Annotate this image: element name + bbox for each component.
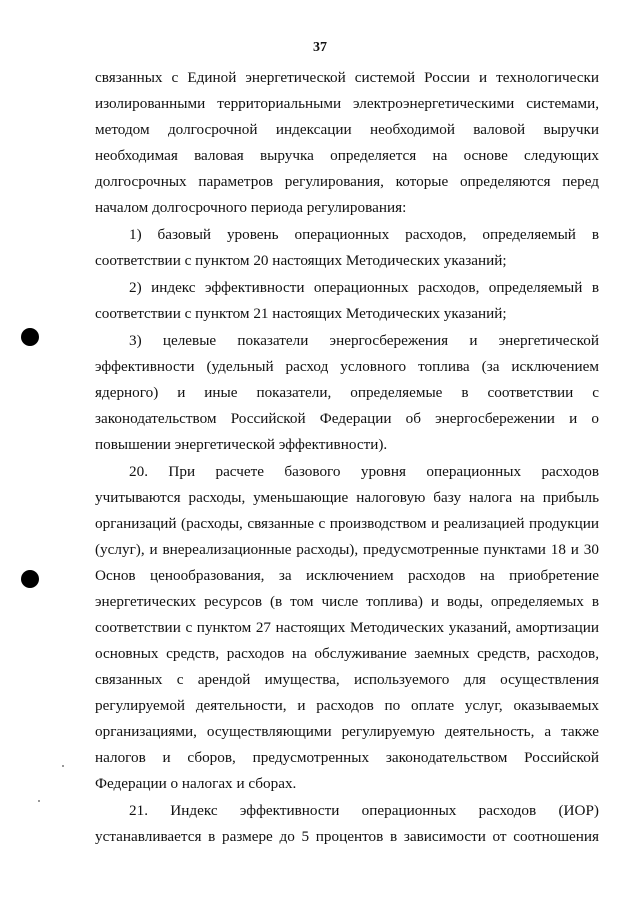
text-line: налогов и сборов, предусмотренных законодательством Российской — [95, 749, 599, 766]
list-item-1: 1) базовый уровень операционных расходов, определяемый в — [129, 226, 599, 243]
text-line: организациями, осуществляющими регулируемую деятельность, а также — [95, 723, 599, 740]
text-line: соответствии с пунктом 21 настоящих Методических указаний; — [95, 305, 507, 322]
text-line: связанных с арендой имущества, используемого для осуществления — [95, 671, 599, 688]
text-line: энергетических ресурсов (в том числе топлива) и воды, определяемых в — [95, 593, 599, 610]
text-line: Федерации о налогах и сборах. — [95, 775, 297, 792]
text-line: долгосрочных параметров регулирования, которые определяются перед — [95, 173, 599, 190]
text-line: соответствии с пунктом 20 настоящих Методических указаний; — [95, 252, 507, 269]
text-line: регулируемой деятельности, и расходов по оплате услуг, оказываемых — [95, 697, 599, 714]
text-line: методом долгосрочной индексации необходимой валовой выручки — [95, 121, 599, 138]
text-line: необходимая валовая выручка определяется на основе следующих — [95, 147, 599, 164]
scan-speck — [38, 800, 40, 802]
text-line: устанавливается в размере до 5 процентов в зависимости от соотношения — [95, 828, 599, 845]
punch-hole-mark — [21, 328, 39, 346]
text-line: изолированными территориальными электроэнергетическими системами, — [95, 95, 599, 112]
page-number: 37 — [313, 40, 327, 55]
paragraph-21: 21. Индекс эффективности операционных расходов (ИОР) — [129, 802, 599, 819]
text-line: ядерного) и иные показатели, определяемые в соответствии с — [95, 384, 599, 401]
text-line: учитываются расходы, уменьшающие налоговую базу налога на прибыль — [95, 489, 599, 506]
text-line: (услуг), и внереализационные расходы), предусмотренные пунктами 18 и 30 — [95, 541, 599, 558]
text-line: повышении энергетической эффективности). — [95, 436, 388, 453]
list-item-2: 2) индекс эффективности операционных расходов, определяемый в — [129, 279, 599, 296]
paragraph-20: 20. При расчете базового уровня операционных расходов — [129, 463, 599, 480]
text-line: началом долгосрочного периода регулирования: — [95, 199, 407, 216]
text-line: законодательством Российской Федерации об энергосбережении и о — [95, 410, 599, 427]
text-line: организаций (расходы, связанные с производством и реализацией продукции — [95, 515, 599, 532]
text-line: соответствии с пунктом 27 настоящих Методических указаний, амортизации — [95, 619, 599, 636]
punch-hole-mark — [21, 570, 39, 588]
text-line: основных средств, расходов на обслуживание заемных средств, расходов, — [95, 645, 599, 662]
text-line: связанных с Единой энергетической системой России и технологически — [95, 69, 599, 86]
list-item-3: 3) целевые показатели энергосбережения и энергетической — [129, 332, 599, 349]
text-line: эффективности (удельный расход условного топлива (за исключением — [95, 358, 599, 375]
scan-speck — [62, 765, 64, 767]
text-line: Основ ценообразования, за исключением расходов на приобретение — [95, 567, 599, 584]
